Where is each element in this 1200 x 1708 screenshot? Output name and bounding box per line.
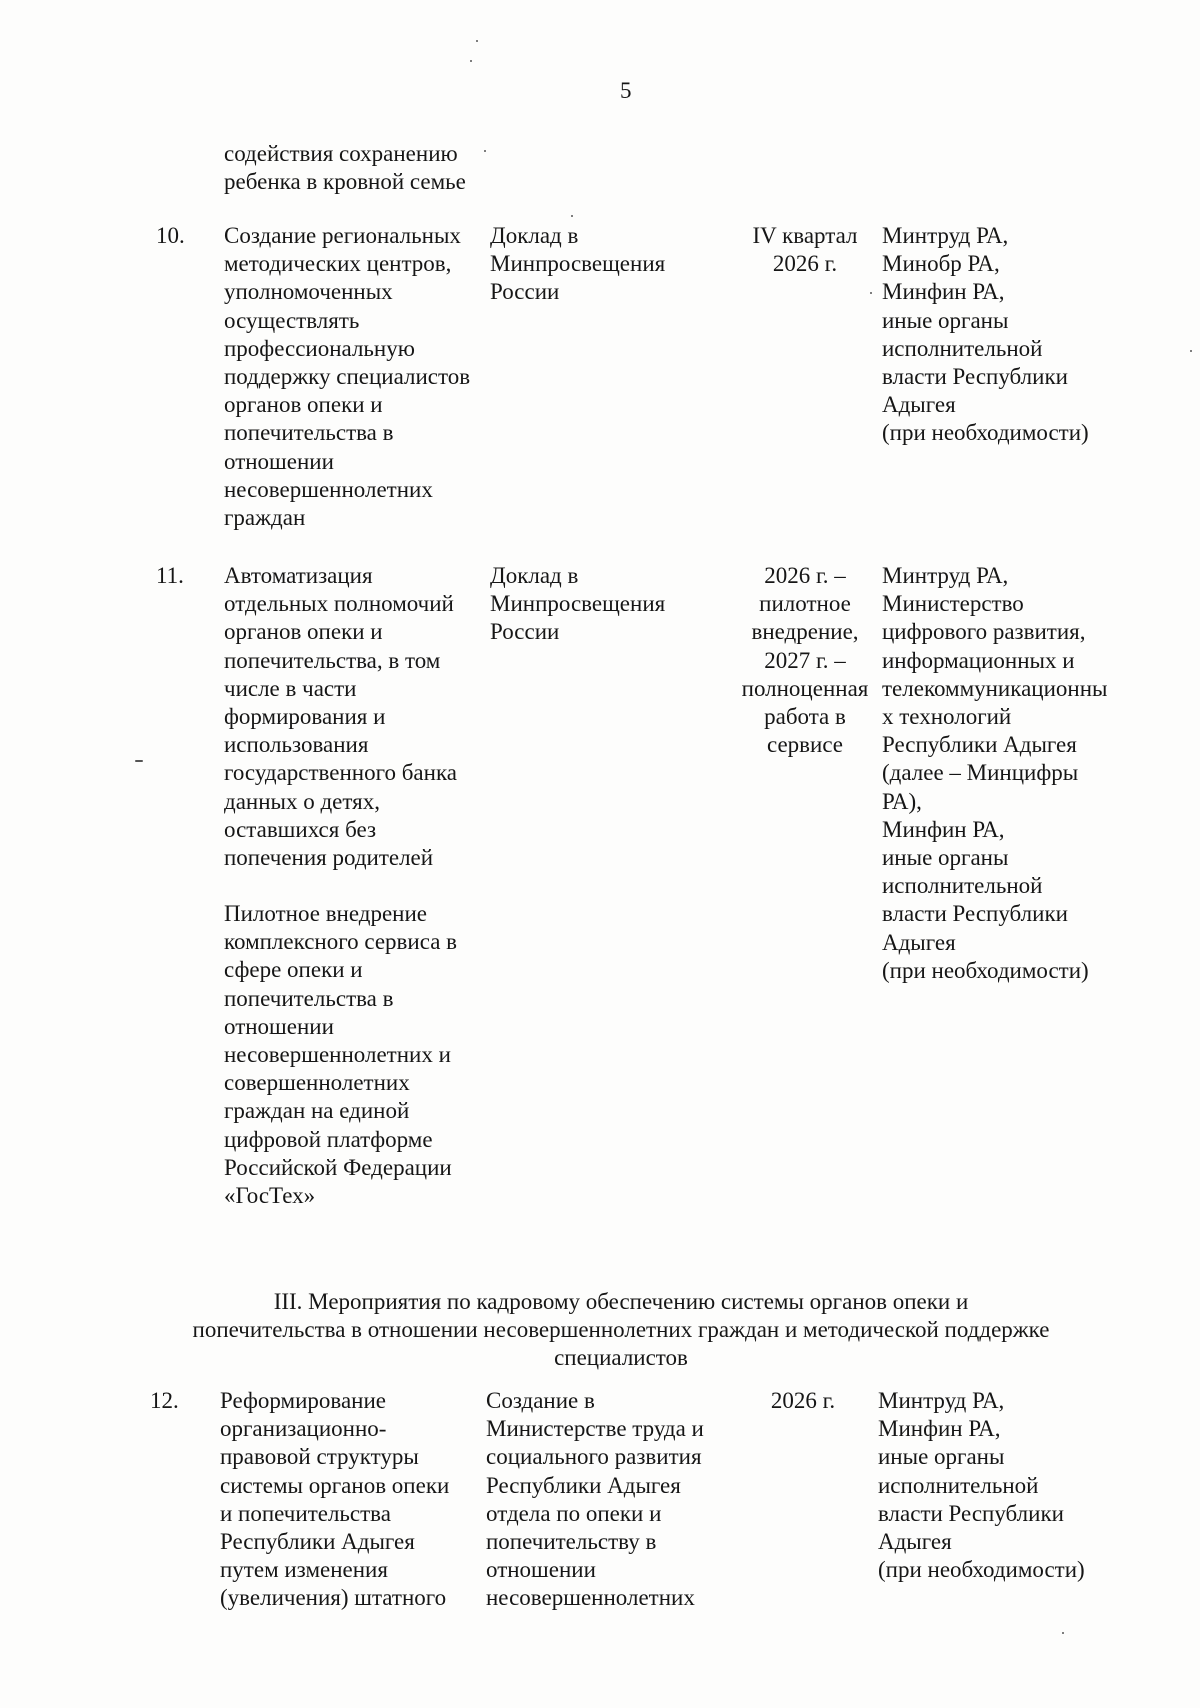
- row-action-extra: Пилотное внедрение комплексного сервиса в сфере опеки и попечительства в отношении несовершеннолетних и совершеннолетних граждан на единой цифровой платформе Российской Федерации «ГосТех»: [224, 901, 458, 1209]
- scan-speck: [484, 150, 486, 152]
- row-result: Доклад в Минпросвещения России: [490, 563, 666, 645]
- row-number: 11.: [156, 563, 184, 588]
- row-result: Создание в Министерстве труда и социального развития Республики Адыгея отдела по опеки и попечительству в отношении несовершеннолетних: [486, 1388, 704, 1611]
- row-responsible: Минтруд РА, Минфин РА, иные органы исполнительной власти Республики Адыгея (при необходимости): [878, 1388, 1085, 1583]
- scan-speck: [470, 60, 472, 62]
- row-term: 2026 г.: [770, 1388, 836, 1413]
- scan-speck: [1190, 350, 1192, 352]
- scan-speck: [870, 292, 872, 294]
- continuation-text: содействия сохранению ребенка в кровной семье: [224, 141, 466, 195]
- section-heading: III. Мероприятия по кадровому обеспечению системы органов опеки и попечительства в отношении несовершеннолетних граждан и методической поддержке специалистов: [192, 1289, 1050, 1371]
- row-result: Доклад в Минпросвещения России: [490, 223, 666, 305]
- scan-speck: [571, 215, 573, 217]
- page-number: 5: [620, 78, 632, 103]
- row-number: 12.: [150, 1388, 179, 1413]
- scan-speck: [135, 760, 143, 762]
- row-term: 2026 г. – пилотное внедрение, 2027 г. – полноценная работа в сервисе: [741, 563, 869, 758]
- row-responsible: Минтруд РА, Минобр РА, Минфин РА, иные органы исполнительной власти Республики Адыгея (при необходимости): [882, 223, 1089, 446]
- row-term: IV квартал 2026 г.: [752, 223, 858, 277]
- row-action: Автоматизация отдельных полномочий органов опеки и попечительства, в том числе в части формирования и использования государственного банка данных о детях, оставшихся без попечения родителей: [224, 563, 457, 871]
- scan-speck: [476, 40, 478, 42]
- scan-speck: [1062, 1632, 1064, 1634]
- row-number: 10.: [156, 223, 185, 248]
- row-action: Создание региональных методических центров, уполномоченных осуществлять профессиональную поддержку специалистов органов опеки и попечительства в отношении несовершеннолетних граждан: [224, 223, 471, 531]
- row-action: Реформирование организационно- правовой структуры системы органов опеки и попечительства Республики Адыгея путем изменения (увеличения) штатного: [220, 1388, 450, 1611]
- row-responsible: Минтруд РА, Министерство цифрового развития, информационных и телекоммуникационны х технологий Республики Адыгея (далее – Минцифры РА), Минфин РА, иные органы исполнительной власти Республики Адыгея (при необходимости): [882, 563, 1108, 983]
